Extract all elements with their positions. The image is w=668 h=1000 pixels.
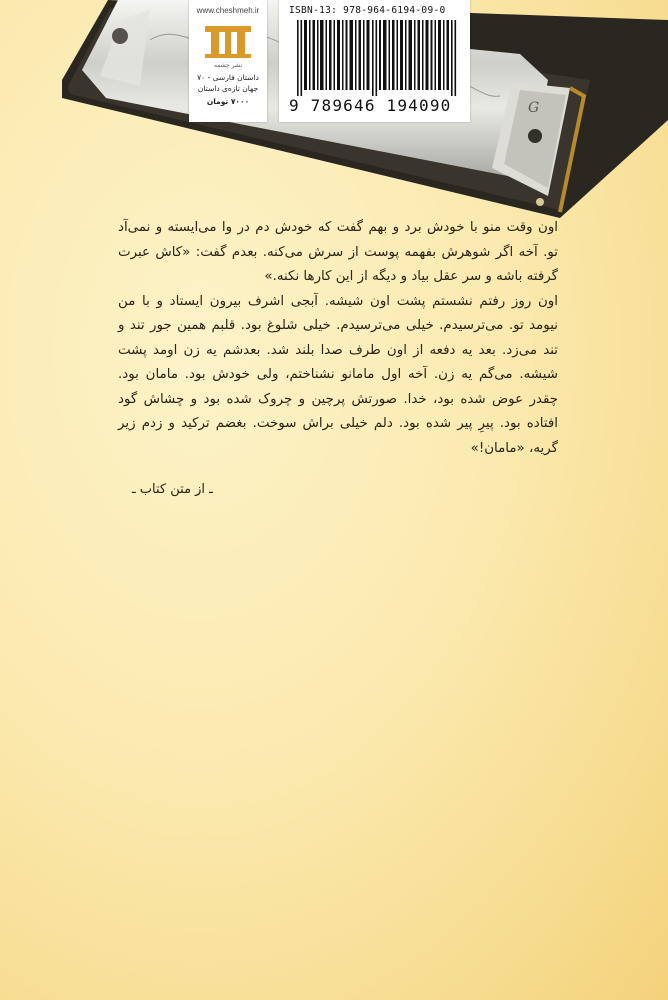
blurb-paragraph-1: اون وقت منو با خودش برد و بهم گفت که خودش دم در وا می‌ایسته و نمی‌آد تو. آخه اگر شوهرش بفهمه پوست از سرش می‌کنه. بعدم گفت: «کاش عبرت گرفته باشه و سر عقل بیاد و دیگه از این کارها نکنه.» bbox=[118, 220, 558, 284]
barcode-bars bbox=[293, 20, 459, 96]
blurb-paragraph-2: اون روز رفتم نشستم پشت اون شیشه. آبجی اشرف بیرون ایستاد و با من نیومد تو. می‌ترسیدم. خیلی می‌ترسیدم. خیلی شلوغ بود. قلبم همین جور تند و تند می‌زد. بعد یه دفعه از اون طرف صدا بلند شد. بعدشم یه زن اومد پشت شیشه. می‌گم یه زن. آخه اول مامانو نشناختم، ولی خودش بود. مامان بود. چقدر عوض شده بود، خدا. صورتش پرچین و چروک شده بود و چشاش گود افتاده بود. پیرِ پیر شده بود. دلم خیلی براش سوخت. بغضم ترکید و زدم زیر گریه، «مامان!» bbox=[118, 293, 558, 456]
series-line-1: داستان فارسی - ۷۰ bbox=[197, 73, 259, 82]
series-line-2: جهان تازه‌ی داستان bbox=[197, 84, 259, 93]
harmonica-key-letter: G bbox=[528, 100, 540, 116]
blurb-text bbox=[118, 216, 558, 461]
blurb-source: ـ از متن کتاب ـ bbox=[131, 482, 213, 497]
book-price: ۷۰۰۰ تومان bbox=[206, 97, 250, 106]
cheshmeh-logo-icon bbox=[201, 20, 255, 60]
isbn-label: ISBN-13: 978-964-6194-09-0 bbox=[289, 5, 446, 16]
publisher-label bbox=[189, 0, 267, 122]
publisher-name: نشر چشمه bbox=[214, 62, 242, 69]
isbn-barcode bbox=[279, 0, 470, 122]
publisher-website: www.cheshmeh.ir bbox=[196, 6, 260, 15]
barcode-number: 9 789646 194090 bbox=[289, 96, 452, 115]
